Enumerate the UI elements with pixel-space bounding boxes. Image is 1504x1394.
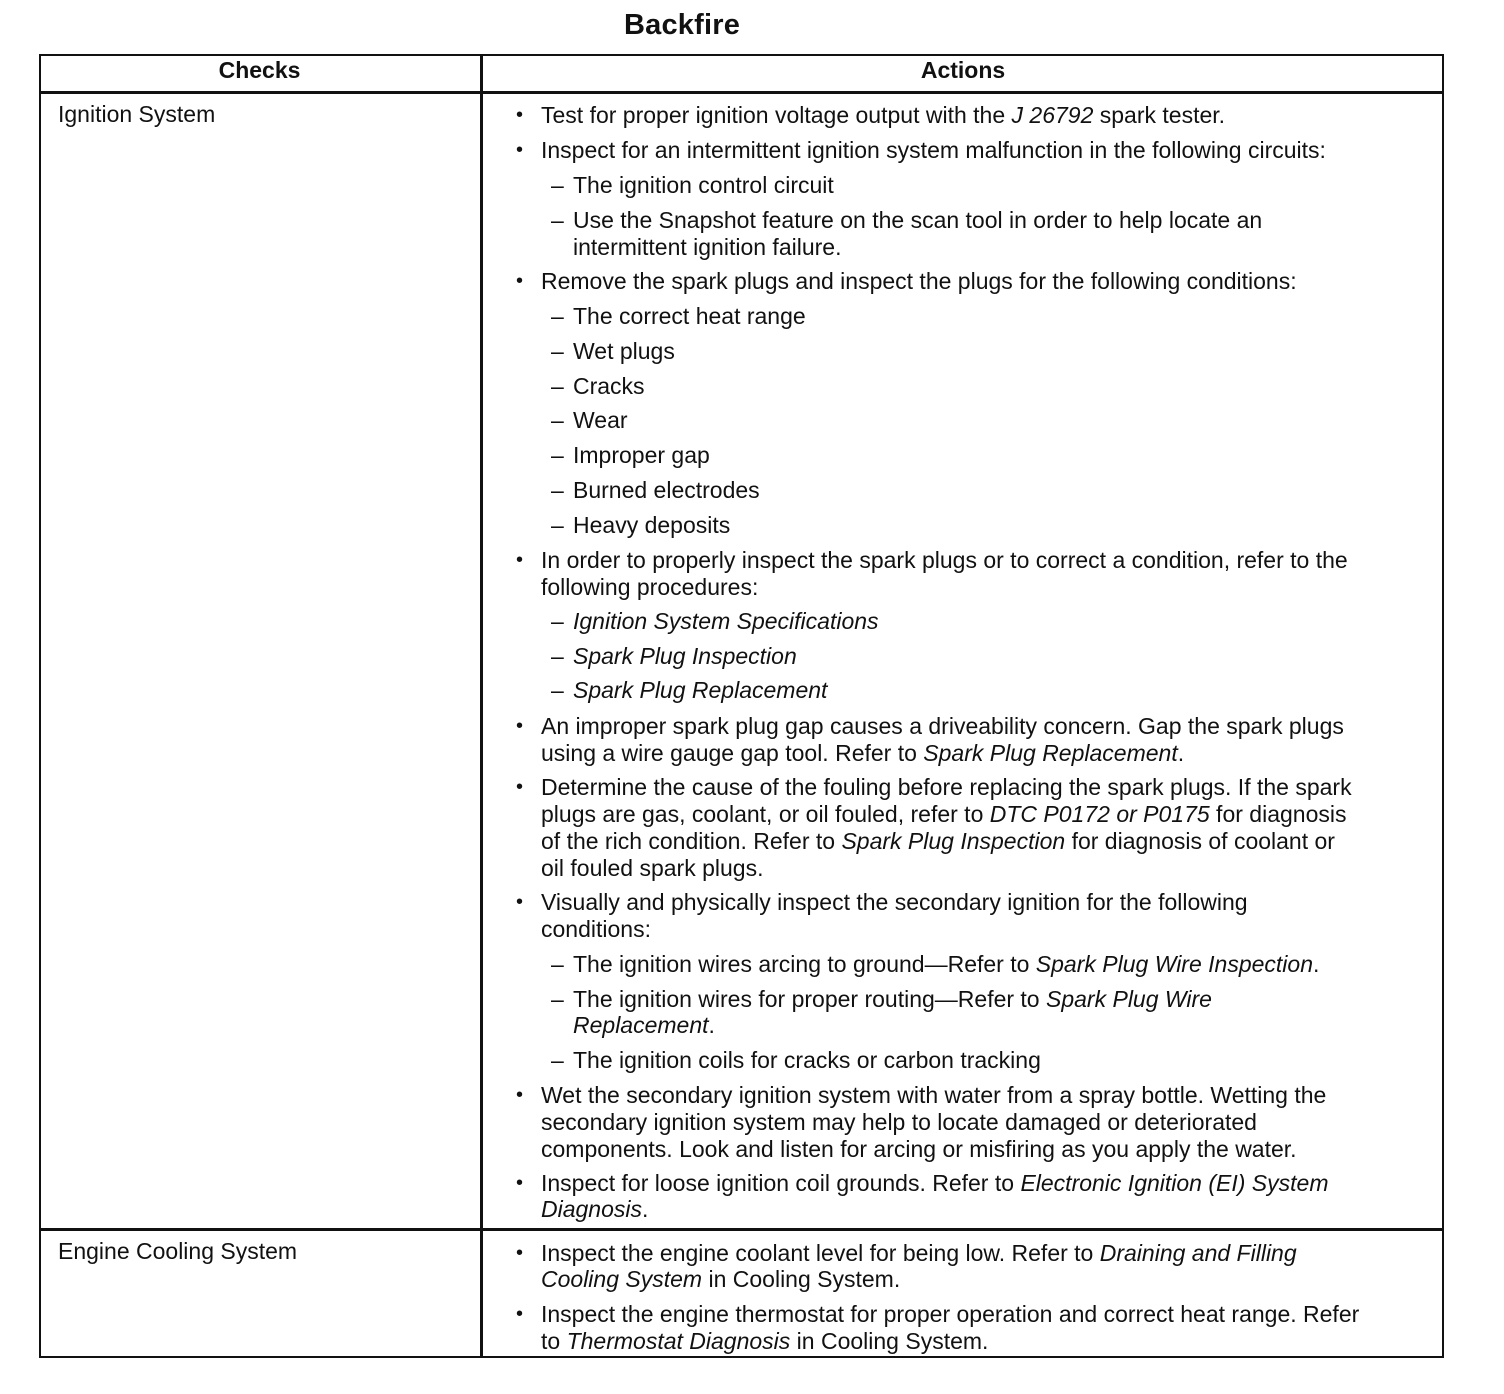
bullet-marker: •	[516, 1172, 524, 1194]
action-line: Inspect for an intermittent ignition system malfunction in the following circuits:	[541, 137, 1326, 163]
dash-marker: –	[551, 986, 564, 1012]
action-line: Use the Snapshot feature on the scan tool in order to help locate an	[573, 207, 1263, 233]
action-line: Wear	[573, 407, 628, 433]
dash-marker: –	[551, 373, 564, 399]
action-line: Visually and physically inspect the secondary ignition for the following	[541, 889, 1248, 915]
action-line: Burned electrodes	[573, 477, 760, 503]
check-ignition-system: Ignition System	[58, 101, 216, 127]
action-line: An improper spark plug gap causes a driveability concern. Gap the spark plugs	[541, 713, 1344, 739]
bullet-marker: •	[516, 1084, 524, 1106]
bullet-marker: •	[516, 270, 524, 292]
action-line: Inspect for loose ignition coil grounds. Refer to Electronic Ignition (EI) System	[541, 1170, 1329, 1196]
bullet-marker: •	[516, 549, 524, 571]
action-line: intermittent ignition failure.	[573, 234, 842, 260]
action-line: plugs are gas, coolant, or oil fouled, refer to DTC P0172 or P0175 for diagnosis	[541, 801, 1347, 827]
action-line: The ignition control circuit	[573, 172, 834, 198]
bullet-marker: •	[516, 776, 524, 798]
dash-marker: –	[551, 407, 564, 433]
action-line: Test for proper ignition voltage output with the J 26792 spark tester.	[541, 102, 1226, 128]
action-line: Determine the cause of the fouling before replacing the spark plugs. If the spark	[541, 774, 1352, 800]
header-actions: Actions	[920, 57, 1006, 83]
dash-marker: –	[551, 951, 564, 977]
action-line: of the rich condition. Refer to Spark Plug Inspection for diagnosis of coolant or	[541, 828, 1335, 854]
action-line: Cracks	[573, 373, 645, 399]
action-line: Spark Plug Inspection	[573, 643, 797, 669]
action-line: Ignition System Specifications	[573, 608, 879, 634]
action-line: Heavy deposits	[573, 512, 731, 538]
action-line: to Thermostat Diagnosis in Cooling System.	[541, 1328, 989, 1354]
action-line: components. Look and listen for arcing or misfiring as you apply the water.	[541, 1136, 1297, 1162]
action-line: The ignition wires for proper routing—Refer to Spark Plug Wire	[573, 986, 1212, 1012]
action-line: using a wire gauge gap tool. Refer to Spark Plug Replacement.	[541, 740, 1185, 766]
dash-marker: –	[551, 608, 564, 634]
bullet-marker: •	[516, 891, 524, 913]
action-line: The correct heat range	[573, 303, 806, 329]
dash-marker: –	[551, 677, 564, 703]
dash-marker: –	[551, 442, 564, 468]
row-divider	[39, 1228, 1444, 1231]
action-line: Wet plugs	[573, 338, 675, 364]
action-line: Inspect the engine thermostat for proper operation and correct heat range. Refer	[541, 1301, 1360, 1327]
dash-marker: –	[551, 643, 564, 669]
bullet-marker: •	[516, 715, 524, 737]
dash-marker: –	[551, 207, 564, 233]
header-divider	[39, 91, 1444, 94]
dash-marker: –	[551, 338, 564, 364]
dash-marker: –	[551, 512, 564, 538]
action-line: Wet the secondary ignition system with water from a spray bottle. Wetting the	[541, 1082, 1327, 1108]
bullet-marker: •	[516, 139, 524, 161]
action-line: Spark Plug Replacement	[573, 677, 828, 703]
dash-marker: –	[551, 1047, 564, 1073]
bullet-marker: •	[516, 1242, 524, 1264]
action-line: Remove the spark plugs and inspect the plugs for the following conditions:	[541, 268, 1297, 294]
dash-marker: –	[551, 303, 564, 329]
bullet-marker: •	[516, 1303, 524, 1325]
action-line: The ignition wires arcing to ground—Refer to Spark Plug Wire Inspection.	[573, 951, 1320, 977]
column-divider	[480, 54, 483, 1358]
bullet-marker: •	[516, 104, 524, 126]
action-line: secondary ignition system may help to locate damaged or deteriorated	[541, 1109, 1257, 1135]
action-line: oil fouled spark plugs.	[541, 855, 764, 881]
action-line: following procedures:	[541, 574, 759, 600]
action-line: Replacement.	[573, 1012, 715, 1038]
page-title: Backfire	[623, 9, 741, 41]
action-line: Diagnosis.	[541, 1196, 649, 1222]
action-line: The ignition coils for cracks or carbon tracking	[573, 1047, 1041, 1073]
header-checks: Checks	[218, 57, 301, 83]
action-line: Inspect the engine coolant level for being low. Refer to Draining and Filling	[541, 1240, 1297, 1266]
dash-marker: –	[551, 477, 564, 503]
check-engine-cooling-system: Engine Cooling System	[58, 1238, 298, 1264]
action-line: conditions:	[541, 916, 651, 942]
action-line: In order to properly inspect the spark plugs or to correct a condition, refer to the	[541, 547, 1348, 573]
action-line: Improper gap	[573, 442, 710, 468]
action-line: Cooling System in Cooling System.	[541, 1266, 901, 1292]
dash-marker: –	[551, 172, 564, 198]
